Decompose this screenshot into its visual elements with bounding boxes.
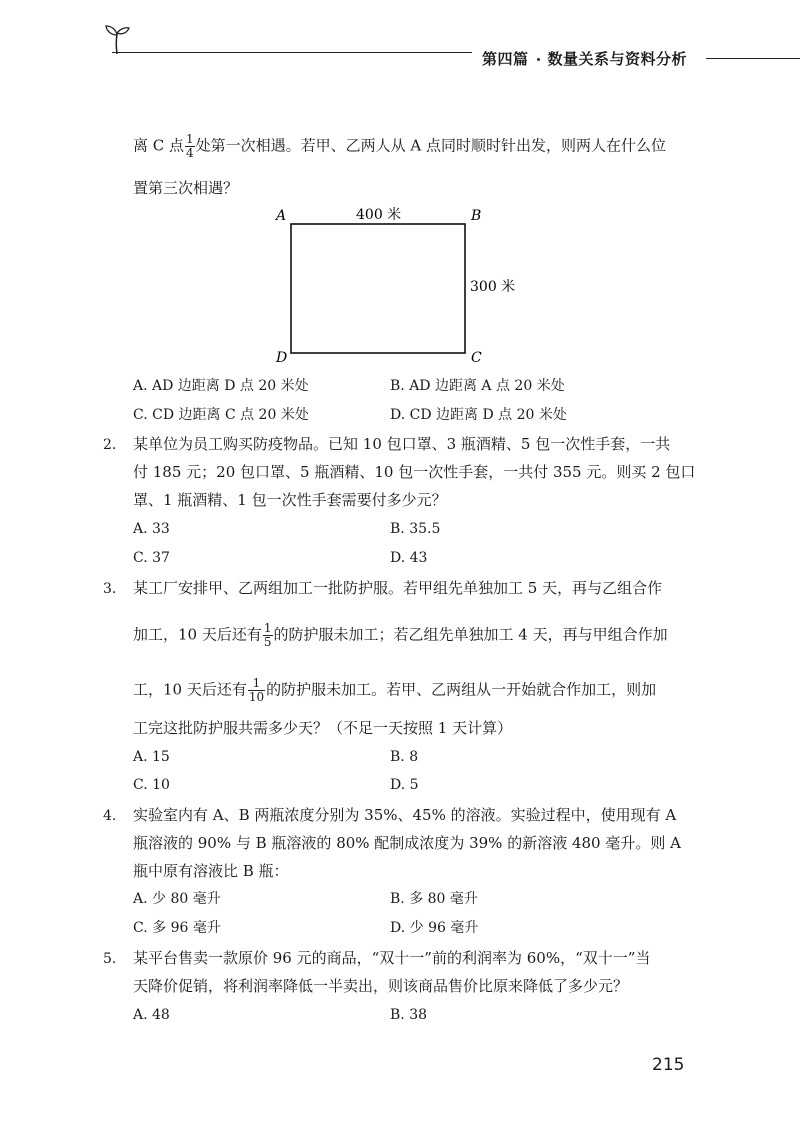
q3-line-2: 加工，10 天后还有 $\frac{1}{5}$ 的防护服未加工；若乙组先单独加工 4 天，再与甲组合作加 [133,621,668,649]
q3-line-4: 工完这批防护服共需多少天？（不足一天按照 1 天计算） [133,719,513,737]
q4-option-a[interactable]: A. 少 80 毫升 [133,891,221,907]
fraction: $\frac{1}{4}$ [186,132,194,160]
q4-line-3: 瓶中原有溶液比 B 瓶： [133,862,289,880]
q5-line-1: 某平台售卖一款原价 96 元的商品，“双十一”前的利润率为 60%，“双十一”当 [133,949,651,967]
right-side-length: 300 米 [470,279,516,295]
q2-option-d[interactable]: D. 43 [390,550,428,566]
q2-line-1: 某单位为员工购买防疫物品。已知 10 包口罩、3 瓶酒精、5 包一次性手套，一共 [133,435,671,453]
q2-number: 2. [103,437,117,453]
q2-option-c[interactable]: C. 37 [133,550,170,566]
q1-line-1: 离 C 点 $\frac{1}{4}$ 处第一次相遇。若甲、乙两人从 A 点同时顺时针出发，则两人在什么位 [133,132,667,160]
q3-line-1: 某工厂安排甲、乙两组加工一批防护服。若甲组先单独加工 5 天，再与乙组合作 [133,579,663,597]
q1-option-b[interactable]: B. AD 边距离 A 点 20 米处 [390,378,565,394]
q3-option-a[interactable]: A. 15 [133,749,170,765]
vertex-d-label: D [276,350,288,366]
q4-line-1: 实验室内有 A、B 两瓶浓度分别为 35%、45% 的溶液。实验过程中，使用现有 A [133,806,677,824]
vertex-a-label: A [276,208,287,224]
q3-option-d[interactable]: D. 5 [390,777,419,793]
page-number: 215 [652,1055,685,1075]
q5-number: 5. [103,951,117,967]
q2-line-3: 罩、1 瓶酒精、1 包一次性手套需要付多少元？ [133,491,447,509]
top-side-length: 400 米 [356,207,402,223]
vertex-c-label: C [471,350,482,366]
fraction: $\frac{1}{10}$ [248,676,265,704]
header-part: 第四篇 [482,50,529,68]
q4-number: 4. [103,808,117,824]
q4-option-c[interactable]: C. 多 96 毫升 [133,920,221,936]
q3-option-c[interactable]: C. 10 [133,777,170,793]
header-rule-right [706,58,800,59]
fraction: $\frac{1}{5}$ [263,621,272,649]
q1-option-d[interactable]: D. CD 边距离 D 点 20 米处 [390,407,567,423]
q4-option-d[interactable]: D. 少 96 毫升 [390,920,479,936]
header-rule-left [112,52,472,53]
running-header [482,48,687,69]
q1-option-c[interactable]: C. CD 边距离 C 点 20 米处 [133,407,309,423]
sprout-icon [100,22,134,56]
q2-option-b[interactable]: B. 35.5 [390,521,441,537]
header-title: 数量关系与资料分析 [547,50,688,68]
q1-line-2: 置第三次相遇？ [133,179,239,197]
q5-option-a[interactable]: A. 48 [133,1007,170,1023]
vertex-b-label: B [471,208,482,224]
q2-line-2: 付 185 元；20 包口罩、5 瓶酒精、10 包一次性手套，一共付 355 元。则买 2 包口 [133,463,696,481]
q5-line-2: 天降价促销，将利润率降低一半卖出，则该商品售价比原来降低了多少元？ [133,977,629,995]
q4-option-b[interactable]: B. 多 80 毫升 [390,891,478,907]
q3-option-b[interactable]: B. 8 [390,749,419,765]
q3-number: 3. [103,581,117,597]
q3-line-3: 工，10 天后还有 $\frac{1}{10}$ 的防护服未加工。若甲、乙两组从一开始就合作加工，则加 [133,676,657,704]
q5-option-b[interactable]: B. 38 [390,1007,428,1023]
q1-option-a[interactable]: A. AD 边距离 D 点 20 米处 [133,378,309,394]
q2-option-a[interactable]: A. 33 [133,521,170,537]
q4-line-2: 瓶溶液的 90% 与 B 瓶溶液的 80% 配制成浓度为 39% 的新溶液 480 毫升。则 A [133,834,681,852]
rectangle-track-diagram [270,200,530,370]
